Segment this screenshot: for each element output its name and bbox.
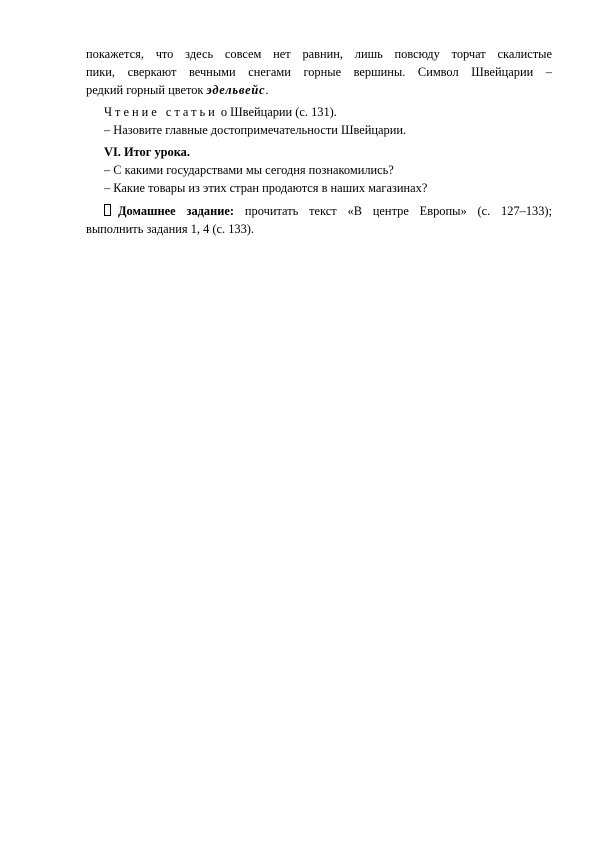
document-page: [86, 45, 552, 238]
paragraph-line-2: пики, сверкают вечными снегами горные вершины. Символ Швейцарии –: [86, 65, 552, 79]
reading-line: [86, 103, 552, 121]
homework-line-1: [86, 202, 552, 220]
paragraph-line-3: [86, 81, 552, 99]
line3-prefix: редкий горный цветок: [86, 83, 207, 97]
edelweiss-emphasis: эдельвейс: [206, 83, 266, 97]
homework-line-2: выполнить задания 1, 4 (с. 133).: [86, 222, 255, 236]
question-goods: – Какие товары из этих стран продаются в наших магазинах?: [104, 181, 428, 195]
homework-label: Домашнее задание:: [118, 204, 235, 218]
reading-label: Чтение статьи: [104, 105, 218, 119]
homework-text: прочитать текст «В центре Европы» (с. 127–133);: [234, 204, 552, 218]
homework-box-icon: [104, 204, 111, 216]
question-main-sights: – Назовите главные достопримечательности Швейцарии.: [104, 123, 407, 137]
reading-rest: о Швейцарии (с. 131).: [217, 105, 337, 119]
line3-suffix: .: [265, 83, 269, 97]
section-6-heading: VI. Итог урока.: [104, 145, 190, 159]
question-countries: – С какими государствами мы сегодня познакомились?: [104, 163, 394, 177]
paragraph-line-1: покажется, что здесь совсем нет равнин, лишь повсюду торчат скалистые: [86, 47, 552, 61]
